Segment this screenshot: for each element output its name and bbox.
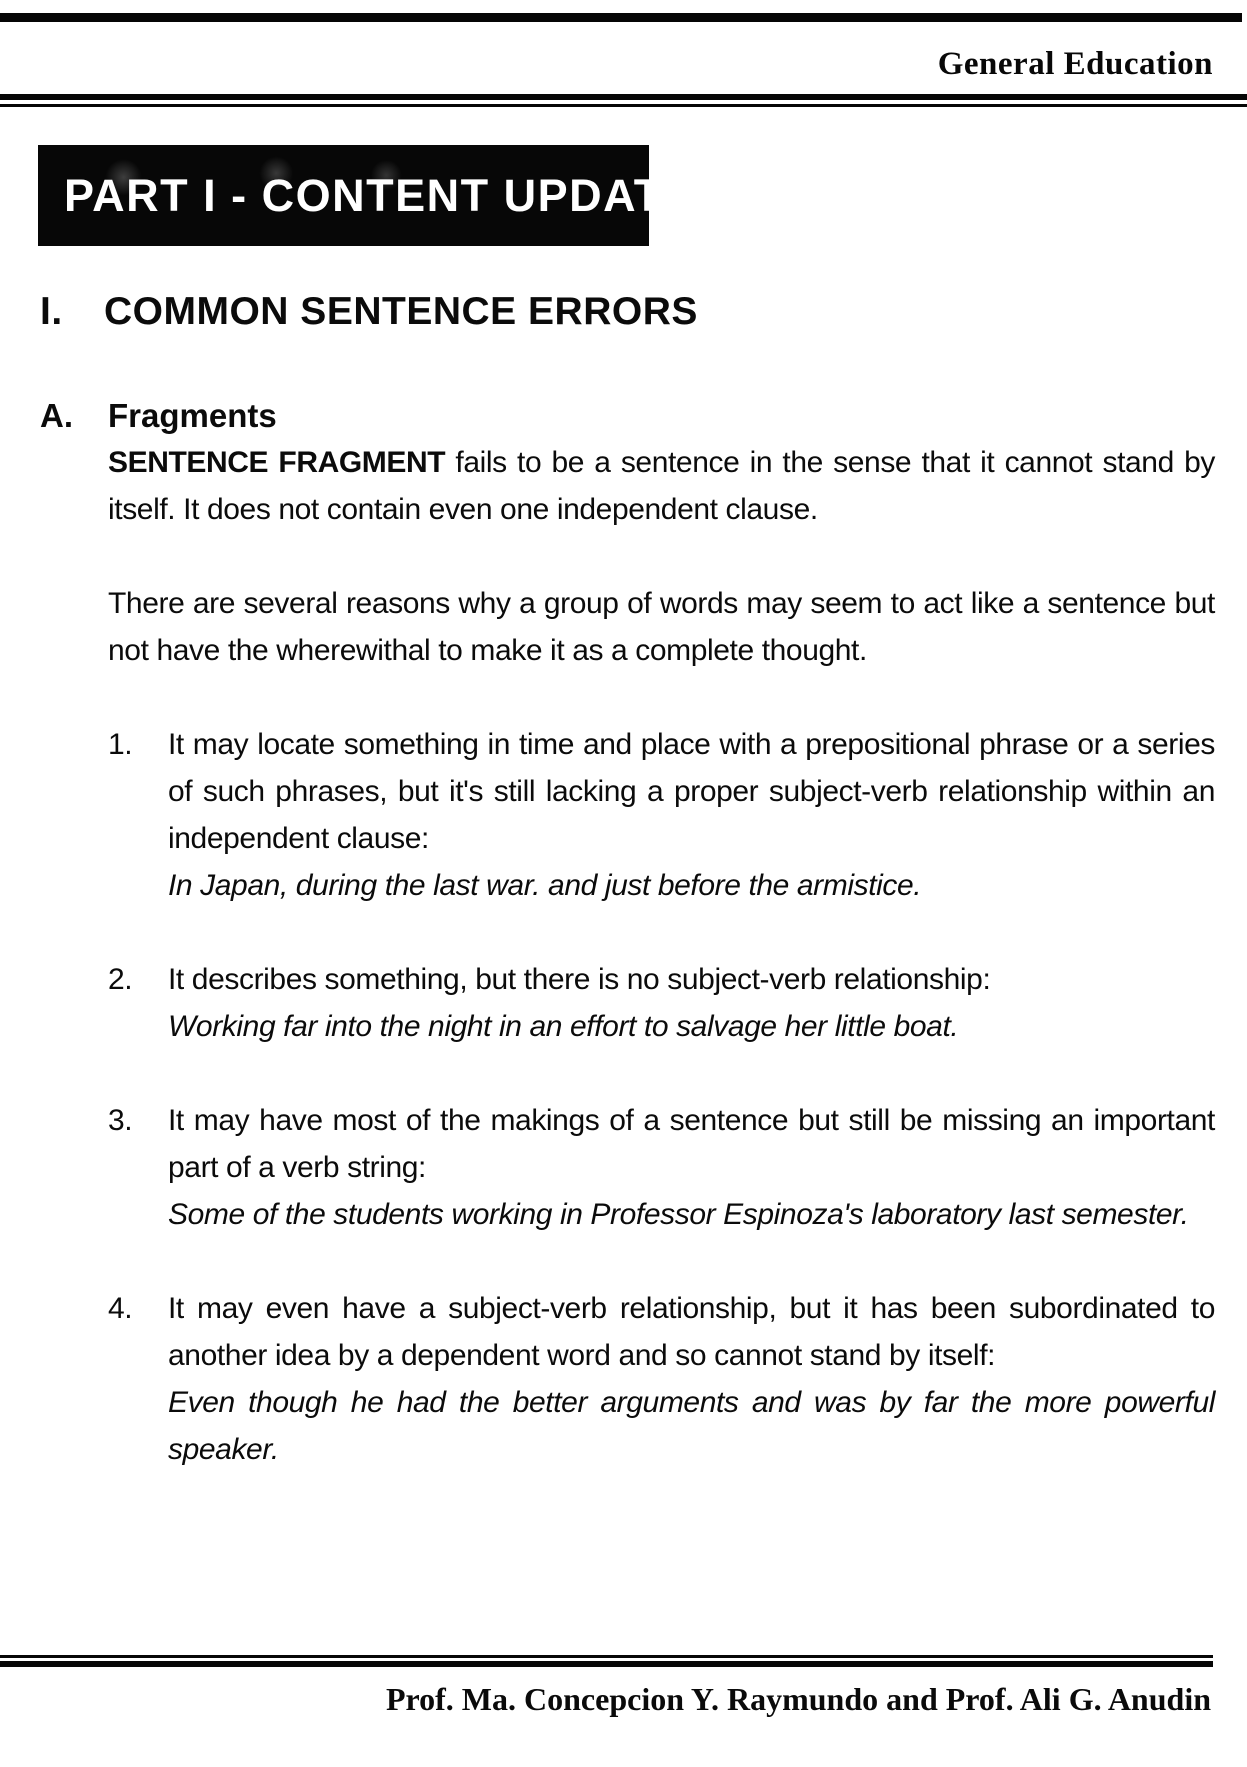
section-number: I. (40, 290, 63, 333)
list-item-number: 3. (108, 1104, 133, 1137)
section-content (40, 392, 1215, 1473)
section-title: COMMON SENTENCE ERRORS (104, 290, 698, 333)
subsection-fragments (40, 392, 1215, 1473)
list-item (108, 1097, 1215, 1238)
header-course-label: General Education (937, 46, 1213, 82)
header-double-rule (0, 94, 1247, 107)
part-banner (38, 145, 695, 246)
list-item-text: It may even have a subject-verb relationship, but it has been subordinated to another idea by a dependent word and so cannot stand by itself: (168, 1292, 1215, 1372)
top-edge-rule (0, 13, 1242, 22)
list-item (108, 721, 1215, 909)
definition-text: fails to be a sentence in the sense that it cannot stand by itself. It does not contain even one independent clause. (108, 446, 1215, 526)
list-item (108, 956, 1215, 1050)
list-item-number: 1. (108, 728, 133, 761)
list-item-example: Working far into the night in an effort to salvage her little boat. (168, 1010, 959, 1043)
list-item-text: It may locate something in time and place with a prepositional phrase or a series of such phrases, but it's still lacking a proper subject-verb relationship within an independent clause: (168, 728, 1215, 855)
list-item-text: It may have most of the makings of a sentence but still be missing an important part of a verb string: (168, 1104, 1215, 1184)
list-item-example: Some of the students working in Professor Espinoza's laboratory last semester. (168, 1198, 1189, 1231)
part-banner-title: PART I - CONTENT UPDATE (64, 169, 695, 221)
subsection-letter: A. (40, 397, 73, 434)
list-item (108, 1285, 1215, 1473)
list-item-number: 4. (108, 1292, 133, 1325)
list-item-number: 2. (108, 963, 133, 996)
intro-paragraph: There are several reasons why a group of words may seem to act like a sentence but not have the wherewithal to make it as a complete thought. (108, 587, 1215, 667)
footer-double-rule (0, 1655, 1213, 1667)
footer-authors: Prof. Ma. Concepcion Y. Raymundo and Prof. Ali G. Anudin (385, 1681, 1211, 1717)
list-item-text: It describes something, but there is no subject-verb relationship: (168, 963, 991, 996)
list-item-example: Even though he had the better arguments and was by far the more powerful speaker. (168, 1386, 1215, 1466)
list-item-body (168, 721, 1215, 909)
definition-paragraph (108, 439, 1215, 533)
subsection-body (108, 392, 1215, 1473)
list-item-body (168, 956, 1215, 1050)
list-item-body (168, 1097, 1215, 1238)
list-item-example: In Japan, during the last war. and just before the armistice. (168, 869, 922, 902)
definition-term: SENTENCE FRAGMENT (108, 446, 446, 479)
section-heading (40, 290, 698, 334)
list-item-body (168, 1285, 1215, 1473)
subsection-title: Fragments (108, 397, 277, 434)
